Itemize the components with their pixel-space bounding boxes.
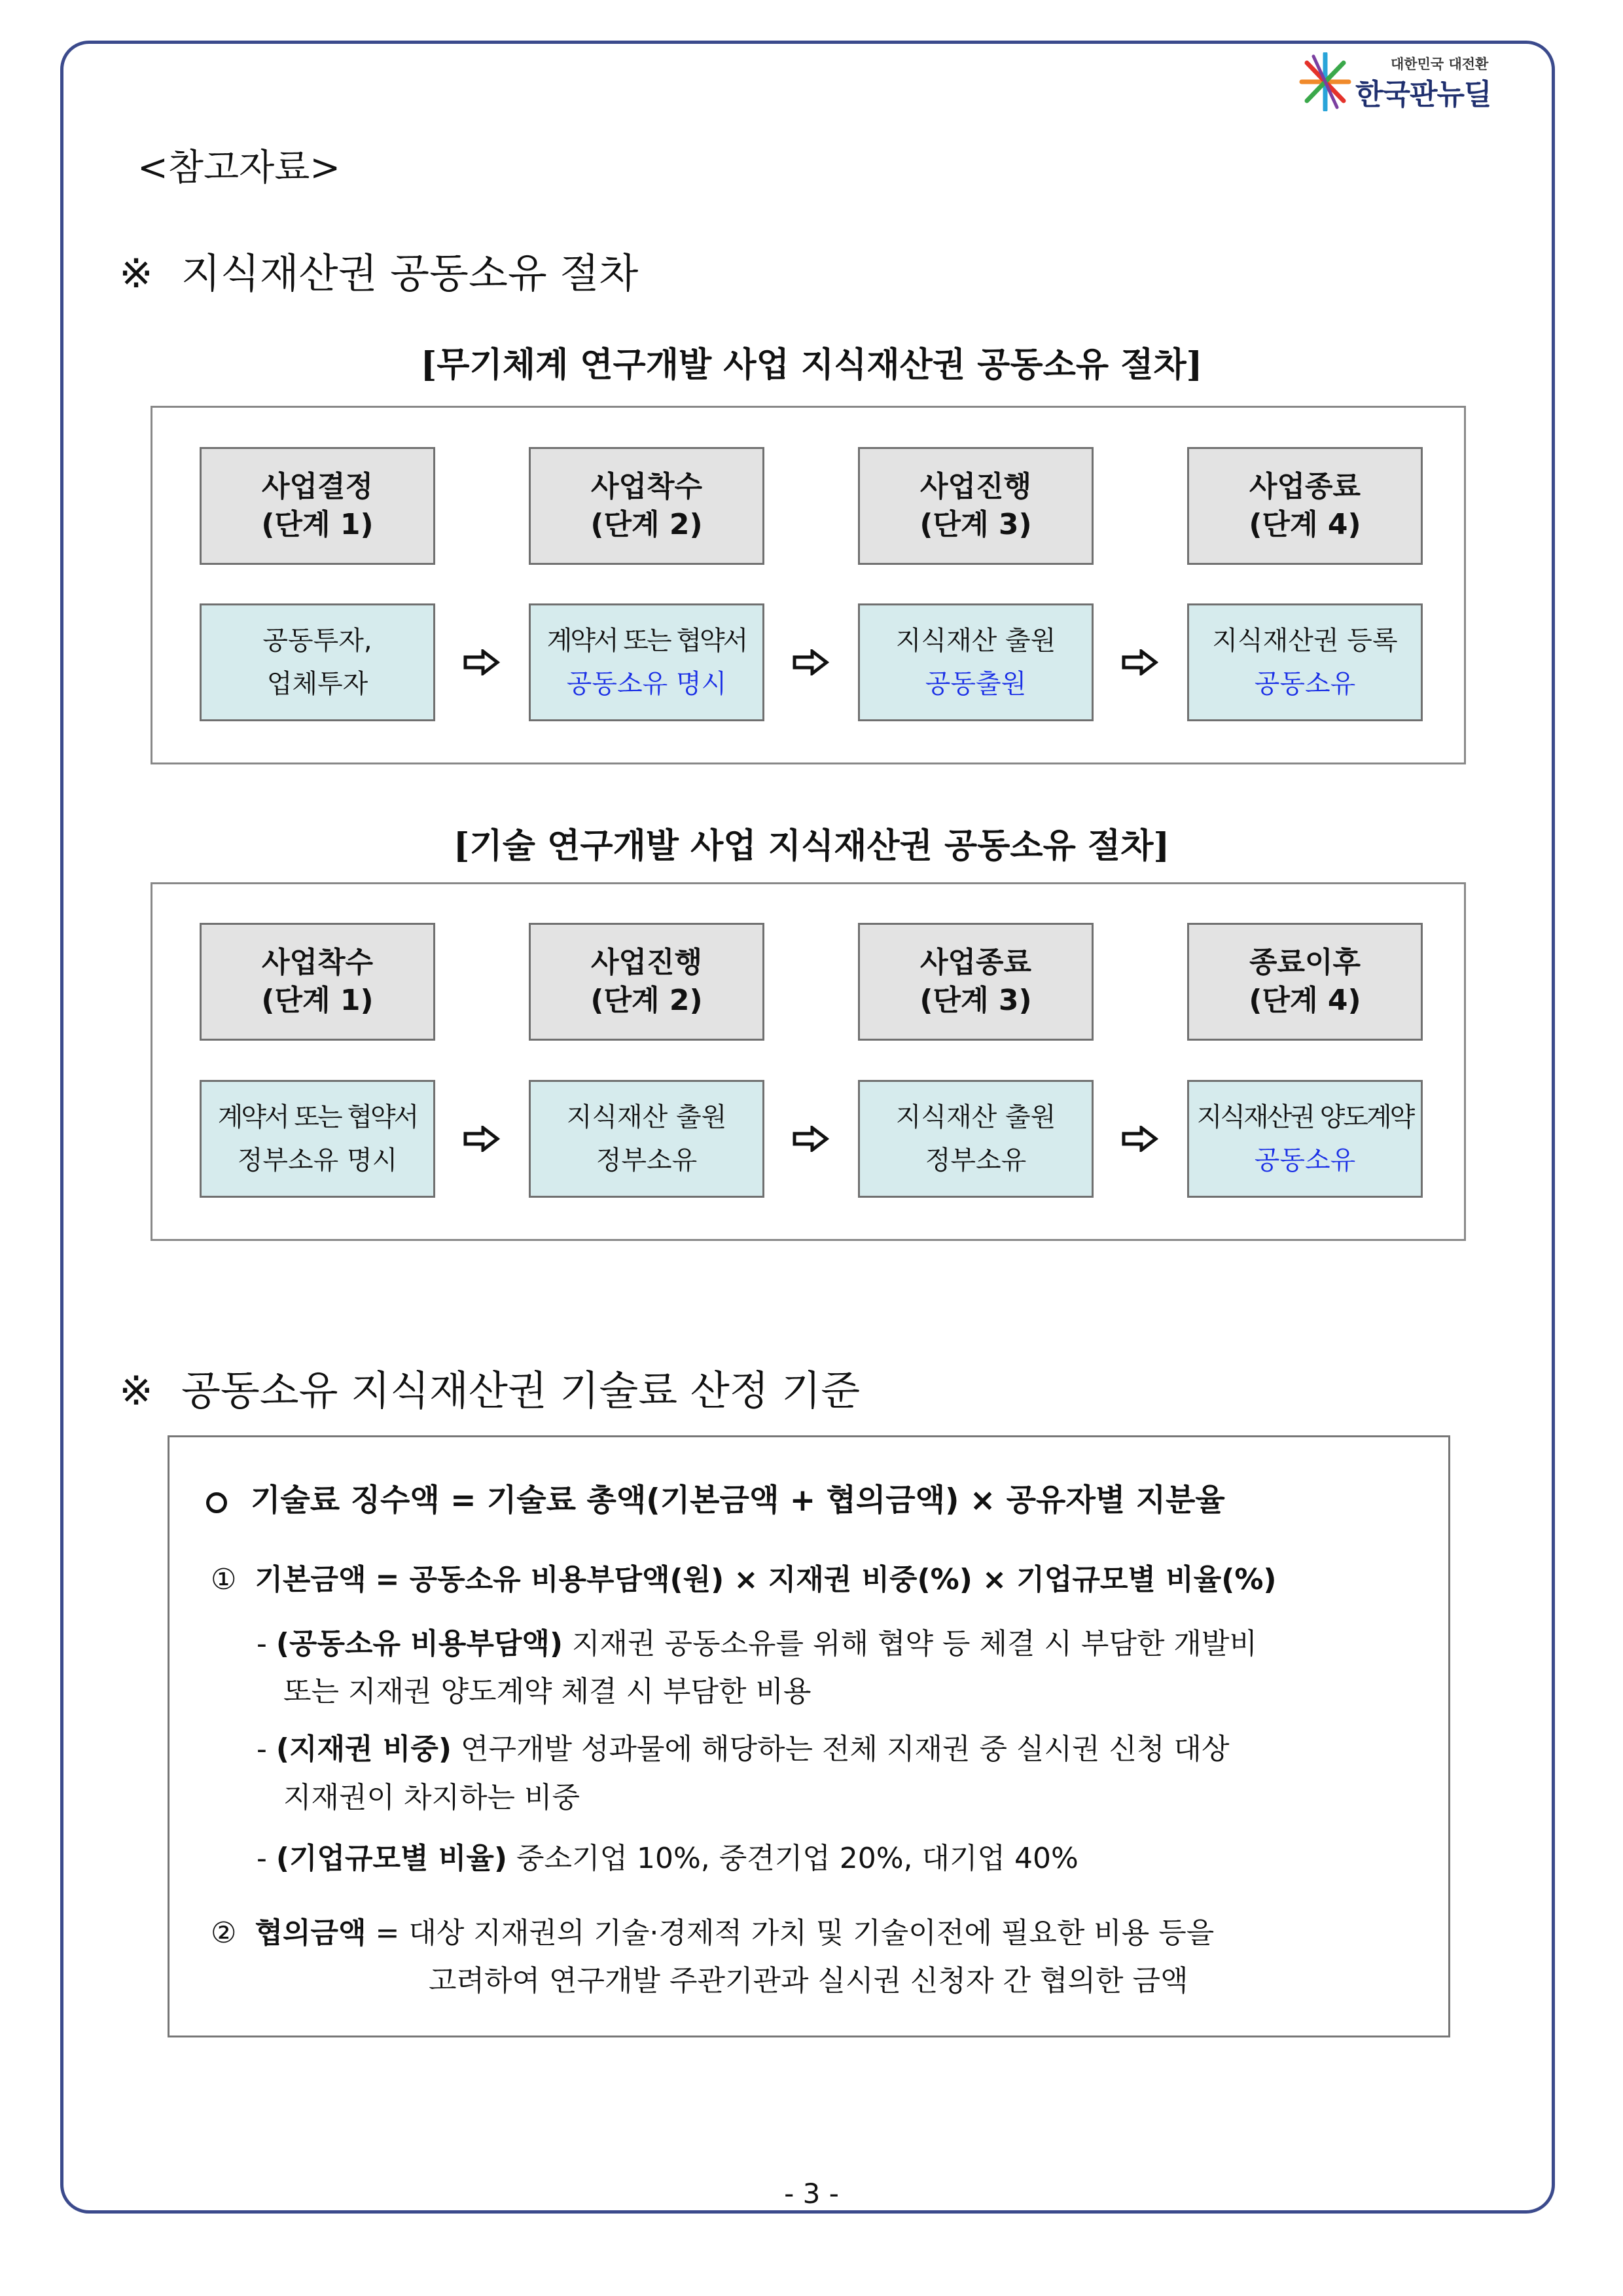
item-definition-continuation: 고려하여 연구개발 주관기관과 실시권 신청자 간 협의한 금액 [429,1964,1188,1998]
detail-line: 지식재산권 등록 [1212,626,1398,656]
detail-line: 업체투자 [266,669,368,699]
stage-box [200,447,435,565]
right-arrow-icon [793,1126,829,1152]
stage-name: 사업착수 [590,470,702,503]
detail-box [1187,603,1423,721]
logo-subtitle: 대한민국 대전환 [1391,56,1489,72]
right-arrow-icon [1122,649,1158,675]
new-deal-star-icon [1299,52,1351,111]
detail-box [200,1080,435,1198]
stage-step: (단계 1) [261,984,374,1017]
negotiated-amount-item [211,1909,1214,1951]
detail-continuation: 지재권이 차지하는 비중 [283,1781,580,1814]
detail-line: 정부소유 [596,1145,698,1175]
reference-label: <참고자료> [137,147,341,189]
detail-box [858,603,1094,721]
detail-term: (공동소유 비용부담액) [276,1627,563,1660]
detail-box [200,603,435,721]
stage-step: (단계 2) [590,508,703,541]
item-number: ① [211,1563,237,1596]
section-heading-royalty [119,1358,860,1416]
reference-mark: ※ [119,1367,153,1414]
section-title: 공동소유 지식재산권 기술료 산정 기준 [181,1367,861,1414]
detail-text: 중소기업 10%, 중견기업 20%, 대기업 40% [516,1842,1079,1875]
stage-box [1187,447,1423,565]
item-term: 기본금액 [255,1563,366,1596]
right-arrow-icon [1122,1126,1158,1152]
item-definition: = 공동소유 비용부담액(원) × 지재권 비중(%) × 기업규모별 비율(%) [375,1563,1277,1596]
detail-line: 지식재산권 양도계약 [1196,1102,1414,1132]
stage-name: 사업착수 [261,946,373,979]
dash: - [257,1627,267,1660]
logo-title: 한국판뉴딜 [1355,78,1491,111]
stage-step: (단계 3) [919,508,1032,541]
reference-mark: ※ [119,249,153,297]
detail-bullet [257,1725,1229,1767]
detail-box [858,1080,1094,1198]
stage-step: (단계 4) [1249,508,1361,541]
stage-name: 종료이후 [1249,946,1361,979]
detail-line-highlight: 공동출원 [925,669,1027,699]
stage-name: 사업진행 [590,946,702,979]
detail-continuation: 또는 지재권 양도계약 체결 시 부담한 비용 [283,1675,812,1708]
detail-line: 계약서 또는 협약서 [217,1102,418,1132]
section-heading-procedure [119,241,638,299]
detail-line: 지식재산 출원 [895,1102,1056,1132]
detail-line-highlight: 공동소유 명시 [566,669,727,699]
detail-bullet [257,1620,1257,1662]
detail-line-highlight: 공동소유 [1254,669,1356,699]
right-arrow-icon [463,1126,500,1152]
stage-box [200,923,435,1041]
section-title: 지식재산권 공동소유 절차 [181,249,639,297]
detail-text: 지재권 공동소유를 위해 협약 등 체결 시 부담한 개발비 [571,1627,1257,1660]
detail-box [529,1080,764,1198]
stage-name: 사업종료 [1249,470,1361,503]
detail-line: 지식재산 출원 [895,626,1056,656]
detail-term: (기업규모별 비율) [276,1842,507,1875]
flow-title: [무기체계 연구개발 사업 지식재산권 공동소유 절차] [420,345,1203,385]
royalty-formula [206,1476,1225,1520]
detail-box [529,603,764,721]
detail-bullet [257,1835,1079,1876]
detail-line: 계약서 또는 협약서 [546,626,747,656]
flow-title: [기술 연구개발 사업 지식재산권 공동소유 절차] [453,826,1170,866]
detail-line: 지식재산 출원 [566,1102,727,1132]
stage-box [858,447,1094,565]
dash: - [257,1842,267,1875]
page-number: - 3 - [784,2178,839,2210]
equals-sign: = [375,1916,400,1950]
stage-step: (단계 1) [261,508,374,541]
stage-step: (단계 3) [919,984,1032,1017]
stage-box [1187,923,1423,1041]
stage-step: (단계 4) [1249,984,1361,1017]
stage-name: 사업결정 [261,470,373,503]
detail-line-highlight: 공동소유 [1254,1145,1356,1175]
detail-term: (지재권 비중) [276,1732,452,1766]
stage-step: (단계 2) [590,984,703,1017]
korean-new-deal-logo [1299,52,1495,111]
item-definition: 대상 지재권의 기술·경제적 가치 및 기술이전에 필요한 비용 등을 [408,1916,1215,1950]
detail-box [1187,1080,1423,1198]
stage-name: 사업종료 [919,946,1031,979]
dash: - [257,1732,267,1766]
right-arrow-icon [463,649,500,675]
circle-bullet-icon [206,1492,227,1513]
formula-text: 기술료 징수액 = 기술료 총액(기본금액 + 협의금액) × 공유자별 지분율 [251,1482,1225,1518]
detail-line: 공동투자, [262,626,372,656]
item-number: ② [211,1916,237,1950]
stage-box [529,923,764,1041]
stage-box [529,447,764,565]
stage-name: 사업진행 [919,470,1031,503]
base-amount-item [211,1556,1277,1598]
detail-line: 정부소유 [925,1145,1027,1175]
item-term: 협의금액 [255,1916,366,1950]
detail-text: 연구개발 성과물에 해당하는 전체 지재권 중 실시권 신청 대상 [460,1732,1230,1766]
detail-line: 정부소유 명시 [237,1145,398,1175]
stage-box [858,923,1094,1041]
right-arrow-icon [793,649,829,675]
